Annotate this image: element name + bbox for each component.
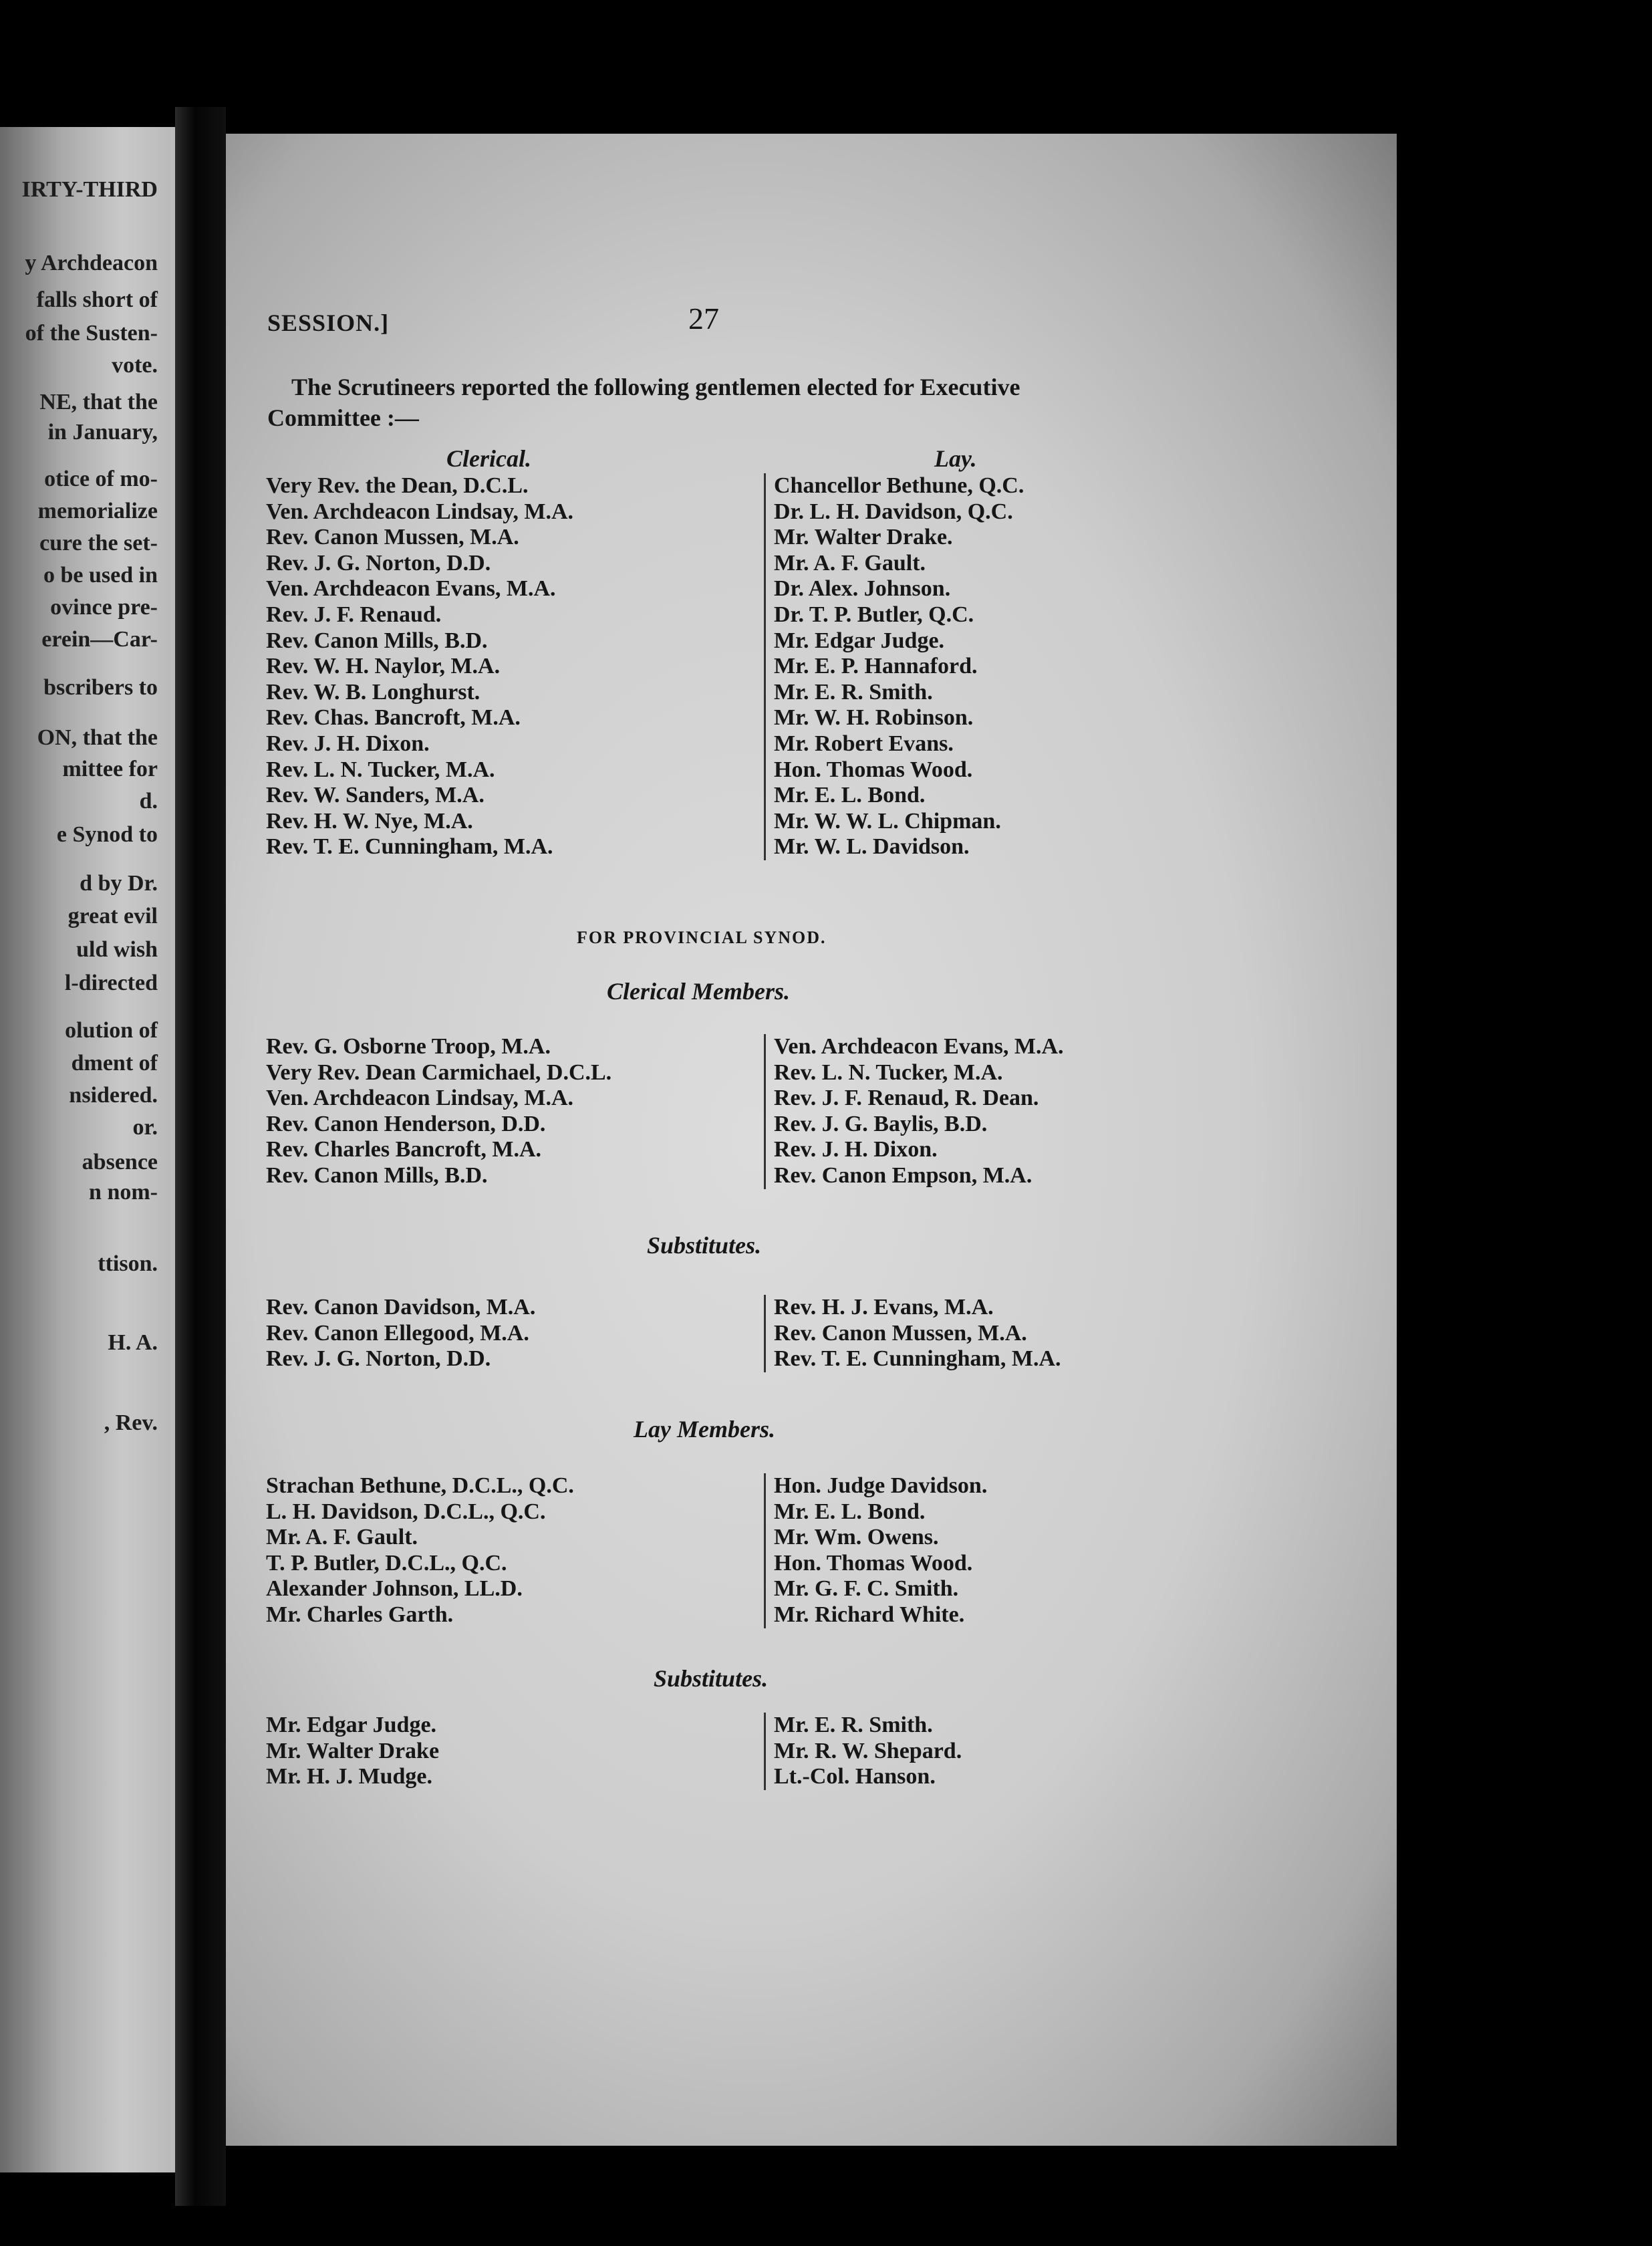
intro-paragraph [267,372,1216,433]
list-item: L. H. Davidson, D.C.L., Q.C. [266,1499,546,1524]
running-header: SESSION.] [267,309,390,336]
list-item: Ven. Archdeacon Evans, M.A. [774,1034,1064,1059]
clerical-members-heading: Clerical Members. [607,978,790,1005]
left-page-line: great evil [67,904,158,928]
left-page-line: ovince pre- [50,595,158,620]
list-item: Rev. J. G. Norton, D.D. [266,550,491,576]
left-page-line: otice of mo- [44,467,158,491]
left-page-line: nsidered. [69,1083,158,1108]
left-page-line: ON, that the [37,725,158,750]
list-item: Lt.-Col. Hanson. [774,1764,936,1789]
left-page-line: n nom- [89,1180,158,1205]
list-item: Mr. A. F. Gault. [774,550,926,576]
list-item: Ven. Archdeacon Lindsay, M.A. [266,499,574,524]
list-item: Very Rev. the Dean, D.C.L. [266,473,529,498]
left-page-line: H. A. [108,1330,158,1355]
list-item: Very Rev. Dean Carmichael, D.C.L. [266,1059,612,1085]
list-item: Rev. J. F. Renaud. [266,602,442,627]
left-page-line: NE, that the [39,390,158,414]
left-page-line: erein—Car- [41,627,158,652]
left-page-line: mittee for [62,757,158,781]
intro-line-2: Committee :— [267,404,419,431]
list-item: Rev. W. Sanders, M.A. [266,783,485,808]
list-item: Mr. E. R. Smith. [774,1713,933,1737]
list-item: Ven. Archdeacon Lindsay, M.A. [266,1086,574,1111]
left-page-line: vote. [112,353,158,378]
list-item: Ven. Archdeacon Evans, M.A. [266,576,556,602]
list-item: Rev. J. F. Renaud, R. Dean. [774,1086,1039,1111]
list-item: Dr. Alex. Johnson. [774,576,951,602]
list-item: Mr. W. L. Davidson. [774,834,970,860]
list-item: Rev. Canon Mills, B.D. [266,1162,488,1188]
list-item: Rev. W. H. Naylor, M.A. [266,654,501,679]
left-page-line: , Rev. [104,1410,158,1435]
list-item: Mr. W. H. Robinson. [774,705,974,731]
list-item: Rev. J. G. Norton, D.D. [266,1346,491,1372]
list-item: Rev. L. N. Tucker, M.A. [774,1059,1003,1085]
left-page-line: memorialize [37,499,158,523]
list-item: Dr. T. P. Butler, Q.C. [774,602,974,627]
left-page-line: e Synod to [56,822,158,847]
left-page-line: dment of [71,1051,158,1076]
list-item: Mr. E. R. Smith. [774,679,933,705]
list-item: Rev. Canon Mussen, M.A. [774,1320,1027,1346]
book-gutter [175,107,226,2206]
left-page-line: falls short of [36,287,158,312]
list-item: Mr. Richard White. [774,1602,965,1627]
page-number: 27 [688,301,719,336]
provincial-synod-title: FOR PROVINCIAL SYNOD. [577,928,827,947]
left-page-line: or. [132,1115,158,1140]
left-page-line: in January, [47,420,158,445]
clerical-substitutes-left [266,1295,535,1372]
intro-line-1: The Scrutineers reported the following gentlemen elected for Executive [291,374,1020,400]
document-page [226,134,1397,2146]
list-item: Rev. Chas. Bancroft, M.A. [266,705,521,731]
left-page-line: cure the set- [39,531,158,555]
list-item: Mr. Walter Drake [266,1738,440,1763]
list-item: Mr. A. F. Gault. [266,1525,418,1550]
left-page-line: olution of [65,1018,158,1043]
lay-substitutes-left [266,1713,439,1790]
left-page-line: ttison. [98,1251,158,1276]
list-item: Mr. H. J. Mudge. [266,1764,433,1789]
clerical-heading: Clerical. [446,445,531,472]
left-page-line: absence [82,1150,158,1174]
lay-members-left [266,1473,574,1628]
list-item: Rev. Canon Davidson, M.A. [266,1295,536,1320]
list-item: T. P. Butler, D.C.L., Q.C. [266,1550,507,1576]
list-item: Strachan Bethune, D.C.L., Q.C. [266,1473,574,1498]
clerical-members-left [266,1034,611,1189]
left-page-line: of the Susten- [25,321,158,346]
list-item: Rev. Canon Henderson, D.D. [266,1111,546,1136]
left-page-fragment [0,127,175,2172]
list-item: Mr. Edgar Judge. [266,1713,437,1737]
list-item: Rev. Charles Bancroft, M.A. [266,1137,542,1162]
list-item: Rev. J. H. Dixon. [774,1137,938,1162]
lay-substitutes-heading: Substitutes. [654,1665,769,1692]
list-item: Hon. Thomas Wood. [774,757,973,782]
left-page-line: bscribers to [43,675,158,700]
list-item: Mr. R. W. Shepard. [774,1738,962,1763]
list-item: Mr. E. L. Bond. [774,1499,926,1524]
list-item: Chancellor Bethune, Q.C. [774,473,1024,498]
left-page-line: IRTY-THIRD [21,177,158,202]
executive-clerical-list [266,473,573,860]
list-item: Mr. W. W. L. Chipman. [774,808,1001,834]
list-item: Mr. E. P. Hannaford. [774,654,978,679]
list-item: Mr. G. F. C. Smith. [774,1576,959,1602]
lay-members-right [764,1473,987,1628]
clerical-substitutes-heading: Substitutes. [647,1232,762,1259]
list-item: Alexander Johnson, LL.D. [266,1576,523,1602]
list-item: Mr. Robert Evans. [774,731,954,756]
list-item: Mr. Walter Drake. [774,525,953,550]
list-item: Rev. T. E. Cunningham, M.A. [266,834,553,860]
lay-heading: Lay. [934,445,977,472]
list-item: Rev. T. E. Cunningham, M.A. [774,1346,1061,1372]
list-item: Rev. L. N. Tucker, M.A. [266,757,495,782]
list-item: Rev. J. G. Baylis, B.D. [774,1111,988,1136]
list-item: Rev. G. Osborne Troop, M.A. [266,1034,551,1059]
list-item: Mr. Edgar Judge. [774,628,945,653]
list-item: Rev. W. B. Longhurst. [266,679,480,705]
list-item: Mr. Wm. Owens. [774,1525,939,1550]
list-item: Mr. Charles Garth. [266,1602,454,1627]
list-item: Rev. Canon Mussen, M.A. [266,525,519,550]
list-item: Mr. E. L. Bond. [774,783,926,808]
executive-lay-list [764,473,1024,860]
list-item: Hon. Thomas Wood. [774,1550,973,1576]
left-page-line: d. [139,789,158,814]
list-item: Rev. Canon Empson, M.A. [774,1162,1032,1188]
list-item: Rev. H. W. Nye, M.A. [266,808,473,834]
lay-members-heading: Lay Members. [634,1416,775,1443]
left-page-line: o be used in [43,563,158,588]
left-page-line: uld wish [76,937,158,962]
list-item: Rev. Canon Mills, B.D. [266,628,488,653]
list-item: Dr. L. H. Davidson, Q.C. [774,499,1013,524]
lay-substitutes-right [764,1713,962,1790]
list-item: Rev. H. J. Evans, M.A. [774,1295,994,1320]
list-item: Hon. Judge Davidson. [774,1473,988,1498]
left-page-line: y Archdeacon [25,251,158,275]
left-page-line: d by Dr. [80,871,158,896]
list-item: Rev. Canon Ellegood, M.A. [266,1320,529,1346]
left-page-line: l-directed [64,971,158,995]
list-item: Rev. J. H. Dixon. [266,731,430,756]
clerical-members-right [764,1034,1064,1189]
clerical-substitutes-right [764,1295,1061,1372]
